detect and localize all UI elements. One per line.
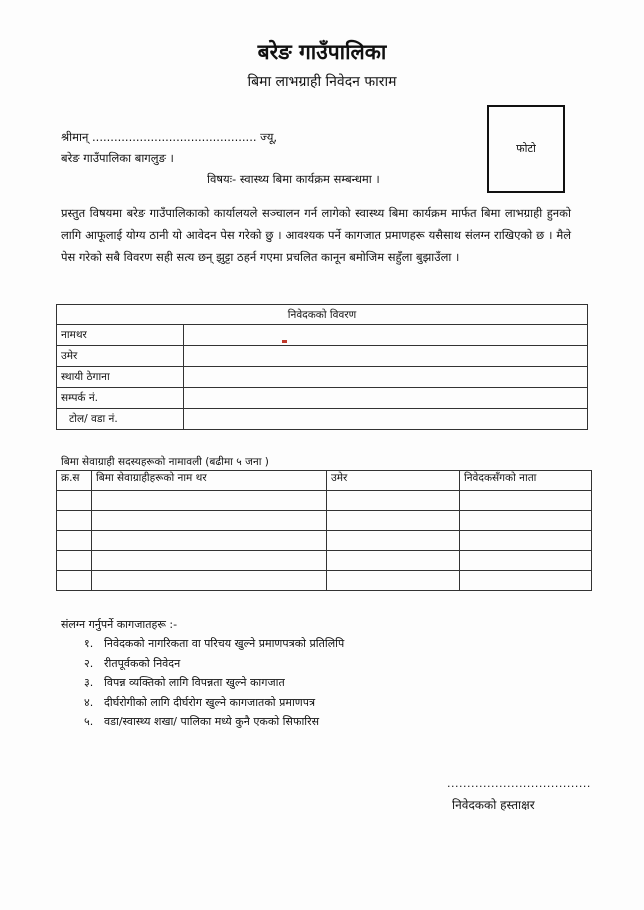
members-table-caption: बिमा सेवाग्राही सदस्यहरूको नामावली (बढीमा ५ जना )	[61, 456, 269, 468]
field-label-name: नामथर	[57, 325, 184, 346]
column-header-member-name: बिमा सेवाग्राहीहरूको नाम थर	[92, 471, 327, 491]
table-header-row	[57, 471, 592, 491]
tole-ward-field[interactable]	[184, 409, 588, 430]
member-relation-cell[interactable]	[460, 571, 592, 591]
member-name-cell[interactable]	[92, 511, 327, 531]
table-row	[57, 325, 588, 346]
form-subtitle: बिमा लाभग्राही निवेदन फाराम	[247, 74, 397, 90]
member-name-cell[interactable]	[92, 571, 327, 591]
member-name-cell[interactable]	[92, 531, 327, 551]
list-item	[84, 712, 344, 732]
table-row	[57, 491, 592, 511]
permanent-address-field[interactable]	[184, 367, 588, 388]
list-item	[84, 693, 344, 713]
table-row	[57, 346, 588, 367]
member-age-cell[interactable]	[327, 551, 460, 571]
item-number: ४.	[84, 695, 94, 709]
list-item	[84, 634, 344, 654]
item-text: रीतपूर्वकको निवेदन	[104, 656, 181, 670]
item-text: निवेदकको नागरिकता वा परिचय खुल्ने प्रमाणपत्रको प्रतिलिपि	[104, 637, 345, 650]
table-row	[57, 531, 592, 551]
signature-label: निवेदकको हस्ताक्षर	[452, 798, 535, 812]
item-number: १.	[84, 637, 94, 650]
table-row	[57, 511, 592, 531]
member-name-cell[interactable]	[92, 551, 327, 571]
photo-label: फोटो	[516, 142, 536, 155]
table-row	[57, 388, 588, 409]
table-row	[57, 571, 592, 591]
field-label-contact: सम्पर्क नं.	[57, 388, 184, 409]
attachments-list	[84, 634, 344, 732]
member-age-cell[interactable]	[327, 491, 460, 511]
field-label-permanent-address: स्थायी ठेगाना	[57, 367, 184, 388]
table-row	[57, 367, 588, 388]
attachments-title: संलग्न गर्नुपर्ने कागजातहरू :-	[61, 618, 178, 631]
item-text: दीर्घरोगीको लागि दीर्घरोग खुल्ने कागजातको प्रमाणपत्र	[104, 695, 316, 709]
column-header-serial: क्र.स	[57, 471, 92, 491]
serial-cell[interactable]	[57, 571, 92, 591]
applicant-details-table	[56, 304, 588, 430]
photo-box[interactable]	[487, 105, 565, 193]
member-relation-cell[interactable]	[460, 531, 592, 551]
member-relation-cell[interactable]	[460, 551, 592, 571]
applicant-table-heading: निवेदकको विवरण	[57, 305, 588, 325]
member-relation-cell[interactable]	[460, 491, 592, 511]
item-text: विपन्न व्यक्तिको लागि विपन्नता खुल्ने कागजात	[104, 676, 285, 689]
contact-field[interactable]	[184, 388, 588, 409]
member-age-cell[interactable]	[327, 531, 460, 551]
column-header-age: उमेर	[327, 471, 460, 491]
list-item	[84, 673, 344, 693]
item-number: ५.	[84, 715, 94, 728]
serial-cell[interactable]	[57, 511, 92, 531]
addressee-line: श्रीमान् ............................................. ज्यू,	[61, 130, 278, 144]
table-row	[57, 409, 588, 430]
page-title: बरेङ गाउँपालिका	[257, 40, 387, 64]
member-relation-cell[interactable]	[460, 511, 592, 531]
members-table	[56, 470, 592, 591]
serial-cell[interactable]	[57, 551, 92, 571]
body-paragraph: प्रस्तुत विषयमा बरेङ गाउँपालिकाको कार्यालयले सञ्चालन गर्न लागेको स्वास्थ्य बिमा कार्यक्रम मार्फत बिमा लाभग्राही हुनको लागि आफूलाई योग्य ठानी यो आवेदन पेस गरेको छु । आवश्यक पर्ने कागजात प्रमाणहरू यसैसाथ संलग्न राखिएको छ । मैले पेस गरेको सबै विवरण सही सत्य छन् झुट्टा ठहर्न गएमा प्रचलित कानून बमोजिम सहुँला बुझाउँला ।	[61, 206, 571, 264]
field-label-age: उमेर	[57, 346, 184, 367]
column-header-relation: निवेदकसँगको नाता	[460, 471, 592, 491]
signature-line[interactable]: ....................................	[447, 777, 591, 790]
table-row	[57, 551, 592, 571]
item-number: ३.	[84, 676, 94, 689]
item-number: २.	[84, 656, 94, 670]
field-label-tole-ward: टोल/ वडा नं.	[57, 409, 184, 430]
age-field[interactable]	[184, 346, 588, 367]
serial-cell[interactable]	[57, 491, 92, 511]
list-item	[84, 654, 344, 674]
member-name-cell[interactable]	[92, 491, 327, 511]
serial-cell[interactable]	[57, 531, 92, 551]
addressee-office: बरेङ गाउँपालिका बागलुङ ।	[61, 151, 174, 165]
ink-mark	[282, 340, 287, 343]
member-age-cell[interactable]	[327, 511, 460, 531]
name-field[interactable]	[184, 325, 588, 346]
item-text: वडा/स्वास्थ्य शखा/ पालिका मध्ये कुनै एकको सिफारिस	[104, 715, 320, 728]
member-age-cell[interactable]	[327, 571, 460, 591]
subject-line: विषयः- स्वास्थ्य बिमा कार्यक्रम सम्बन्धमा ।	[207, 172, 380, 186]
